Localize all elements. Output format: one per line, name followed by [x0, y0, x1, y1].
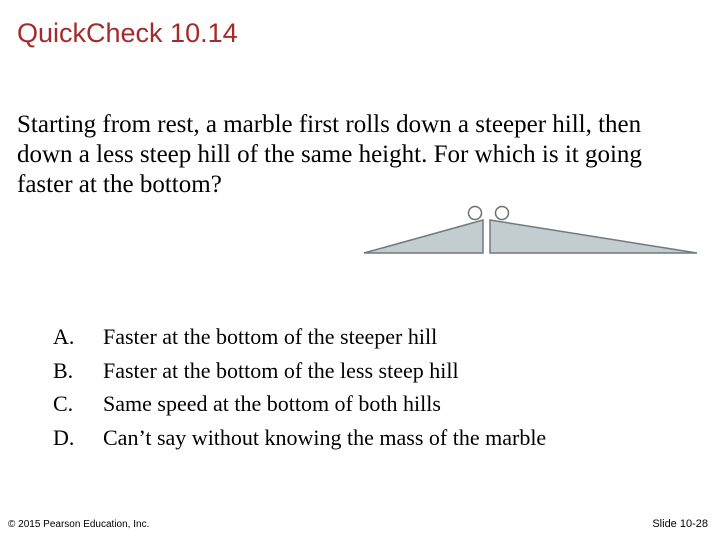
marble-less-steep — [496, 207, 509, 220]
steeper-hill — [364, 220, 483, 253]
option-text: Same speed at the bottom of both hills — [103, 391, 441, 416]
copyright-notice: © 2015 Pearson Education, Inc. — [8, 519, 150, 530]
hills-diagram — [360, 200, 700, 260]
slide-title: QuickCheck 10.14 — [17, 18, 238, 48]
option-letter: B. — [53, 357, 74, 383]
less-steep-hill — [490, 220, 697, 253]
option-a — [53, 320, 546, 354]
slide-number: Slide 10-28 — [652, 518, 708, 530]
option-b — [53, 354, 546, 388]
option-letter: A. — [53, 324, 75, 349]
question-text: Starting from rest, a marble first rolls down a steeper hill, then down a less steep hill of the same height. For which is it going faster at the bottom? — [17, 111, 642, 198]
option-text: Can’t say without knowing the mass of the marble — [103, 424, 547, 450]
option-c — [53, 387, 546, 421]
option-text: Faster at the bottom of the less steep hill — [103, 357, 459, 383]
option-text: Faster at the bottom of the steeper hill — [103, 324, 438, 349]
option-letter: C. — [53, 391, 74, 416]
option-d — [53, 421, 546, 455]
marble-steep — [469, 207, 482, 220]
option-letter: D. — [53, 424, 75, 450]
answer-options — [53, 320, 546, 454]
